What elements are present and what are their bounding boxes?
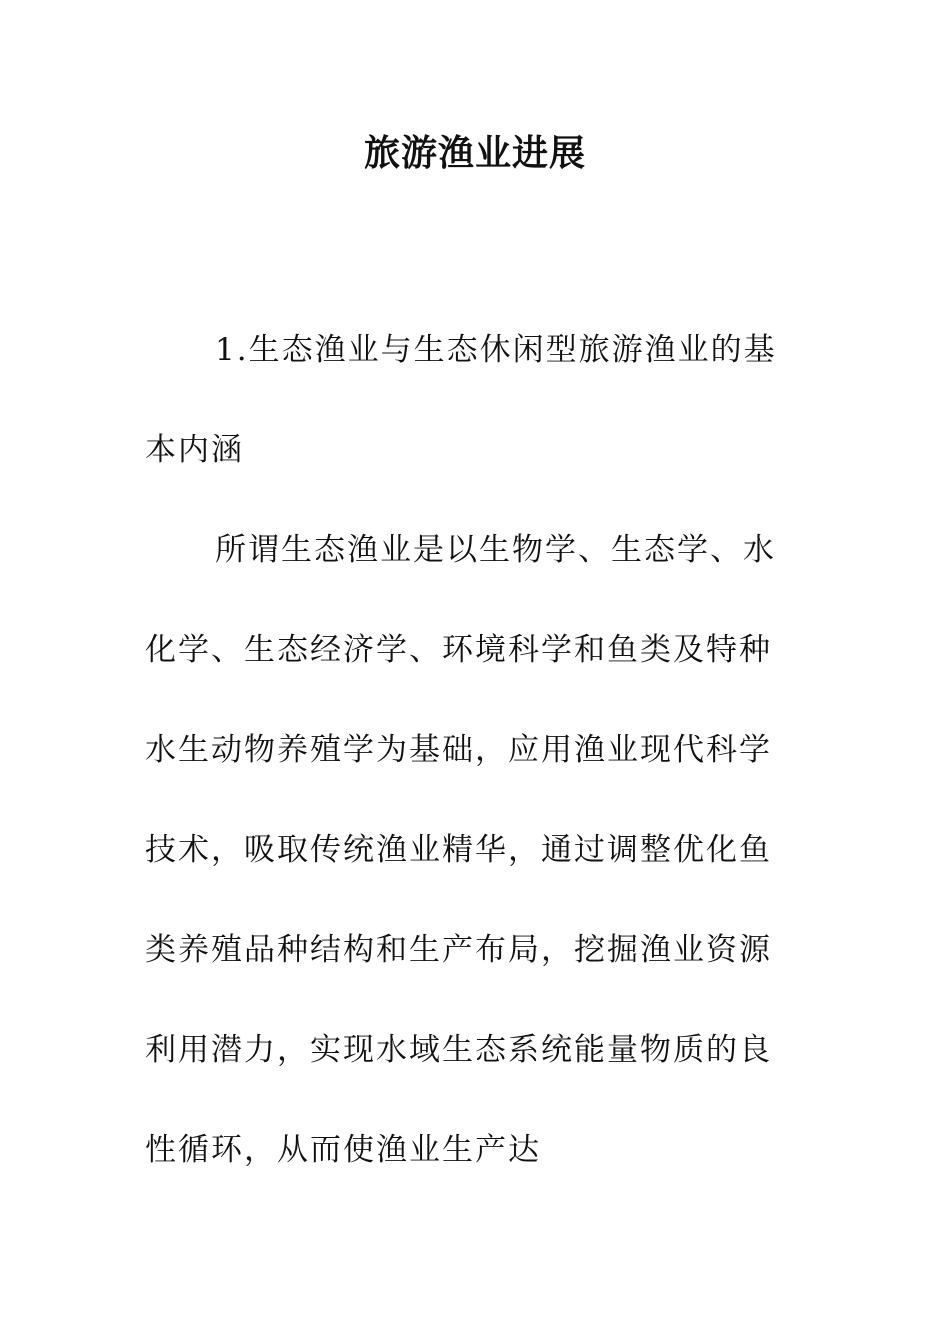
body-paragraph: 所谓生态渔业是以生物学、生态学、水化学、生态经济学、环境科学和鱼类及特种水生动物养殖学为基础，应用渔业现代科学技术，吸取传统渔业精华，通过调整优化鱼类养殖品种结构和生产布局，挖掘渔业资源利用潜力，实现水域生态系统能量物质的良性循环，从而使渔业生产达 (145, 532, 776, 1168)
section-heading-paragraph: 1.生态渔业与生态休闲型旅游渔业的基本内涵 (145, 332, 777, 468)
document-body (145, 300, 779, 1200)
document-title: 旅游渔业进展 (363, 133, 586, 174)
